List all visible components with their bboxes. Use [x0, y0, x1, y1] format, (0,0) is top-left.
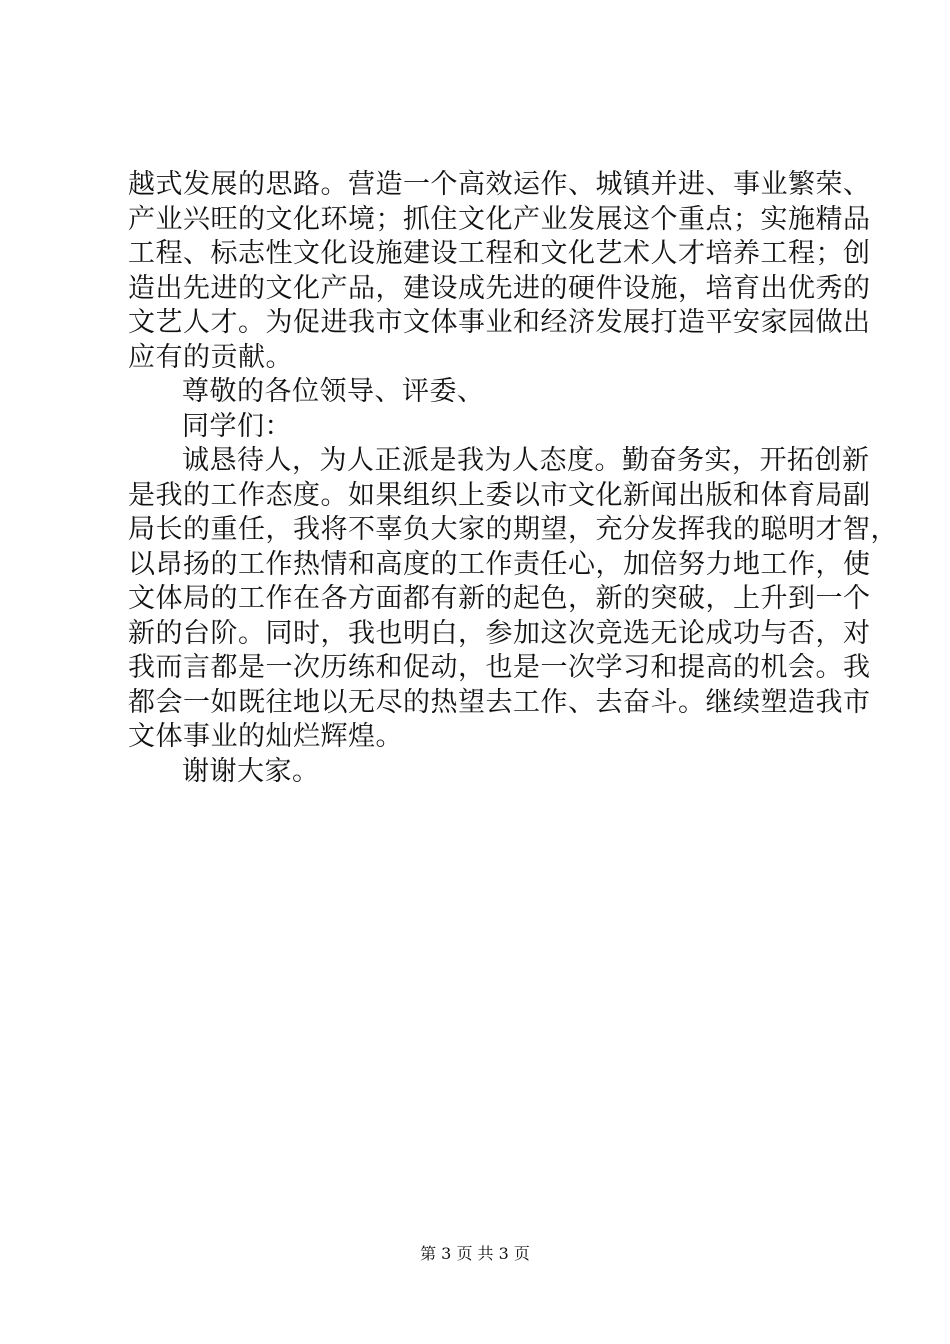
- closing-line: 谢谢大家。: [182, 755, 320, 787]
- text-line: 造出先进的文化产品，建设成先进的硬件设施，培育出优秀的: [128, 272, 871, 304]
- salutation-line: 尊敬的各位领导、评委、: [182, 376, 485, 407]
- text-line: 是我的工作态度。如果组织上委以市文化新闻出版和体育局副: [128, 479, 871, 511]
- text-line: 以昂扬的工作热情和高度的工作责任心，加倍努力地工作，使: [128, 548, 871, 580]
- text-line: 我而言都是一次历练和促动，也是一次学习和提高的机会。我: [128, 652, 871, 683]
- text-line: 应有的贡献。: [128, 341, 293, 373]
- text-line: 产业兴旺的文化环境；抓住文化产业发展这个重点；实施精品: [128, 203, 871, 235]
- text-line: 都会一如既往地以无尽的热望去工作、去奋斗。继续塑造我市: [128, 686, 871, 718]
- salutation-line: 同学们：: [182, 410, 292, 442]
- text-line: 局长的重任，我将不辜负大家的期望，充分发挥我的聪明才智，: [128, 514, 898, 545]
- document-body: [128, 168, 898, 789]
- page-number-footer: 第 3 页 共 3 页: [420, 1244, 530, 1263]
- paragraph-first-line: 诚恳待人，为人正派是我为人态度。勤奋务实，开拓创新: [182, 445, 870, 476]
- text-line: 越式发展的思路。营造一个高效运作、城镇并进、事业繁荣、: [128, 169, 871, 200]
- text-line: 文艺人才。为促进我市文体事业和经济发展打造平安家园做出: [128, 307, 871, 338]
- text-line: 工程、标志性文化设施建设工程和文化艺术人才培养工程；创: [128, 238, 871, 269]
- text-line: 新的台阶。同时，我也明白，参加这次竞选无论成功与否，对: [128, 617, 871, 649]
- text-line: 文体事业的灿烂辉煌。: [128, 721, 403, 752]
- text-line: 文体局的工作在各方面都有新的起色，新的突破，上升到一个: [128, 583, 871, 614]
